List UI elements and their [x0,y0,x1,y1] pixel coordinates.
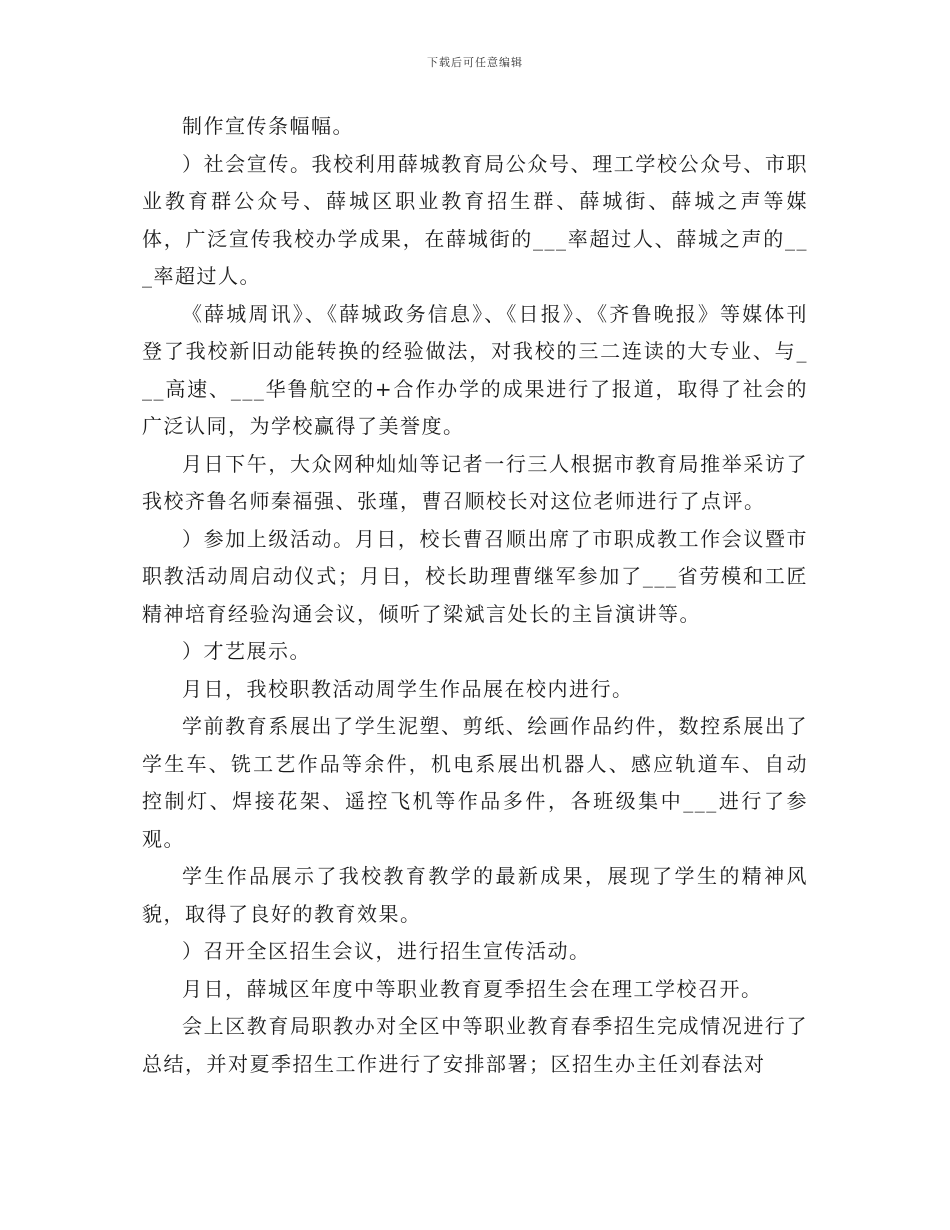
paragraph-5: ）参加上级活动。月日，校长曹召顺出席了市职成教工作会议暨市职教活动周启动仪式；月日，校长助理曹继军参加了___省劳模和工匠精神培育经验沟通会议，倾听了梁斌言处长的主旨演讲等。 [142,526,808,626]
paragraph-12: 会上区教育局职教办对全区中等职业教育春季招生完成情况进行了总结，并对夏季招生工作进行了安排部署；区招生办主任刘春法对 [142,1014,808,1076]
paragraph-4: 月日下午，大众网种灿灿等记者一行三人根据市教育局推举采访了我校齐鲁名师秦福强、张瑾，曹召顺校长对这位老师进行了点评。 [142,451,808,513]
paragraph-1: 制作宣传条幅幅。 [182,114,354,138]
paragraph-7: 月日，我校职教活动周学生作品展在校内进行。 [182,676,634,701]
paragraph-3: 《薛城周讯》、《薛城政务信息》、《日报》、《齐鲁晚报》等媒体刊登了我校新旧动能转换的经验做法，对我校的三二连读的大专业、与___高速、___华鲁航空的+合作办学的成果进行了报道，取得了社会的广泛认同，为学校赢得了美誉度。 [142,301,808,438]
paragraph-6: ）才艺展示。 [182,639,311,663]
page-header: 下载后可任意编辑 [427,56,523,69]
paragraph-10: ）召开全区招生会议，进行招生宣传活动。 [182,939,591,963]
paragraph-9: 学生作品展示了我校教育教学的最新成果，展现了学生的精神风貌，取得了良好的教育效果。 [142,864,808,926]
paragraph-2: ）社会宣传。我校利用薛城教育局公众号、理工学校公众号、市职业教育群公众号、薛城区职业教育招生群、薛城街、薛城之声等媒体，广泛宣传我校办学成果，在薛城街的___率超过人、薛城之声的___率超过人。 [142,151,808,288]
paragraph-11: 月日，薛城区年度中等职业教育夏季招生会在理工学校召开。 [182,976,763,1001]
document-body [142,108,808,1083]
paragraph-8: 学前教育系展出了学生泥塑、剪纸、绘画作品约件，数控系展出了学生车、铣工艺作品等余件，机电系展出机器人、感应轨道车、自动控制灯、焊接花架、遥控飞机等作品多件，各班级集中___进行了参观。 [142,714,808,851]
